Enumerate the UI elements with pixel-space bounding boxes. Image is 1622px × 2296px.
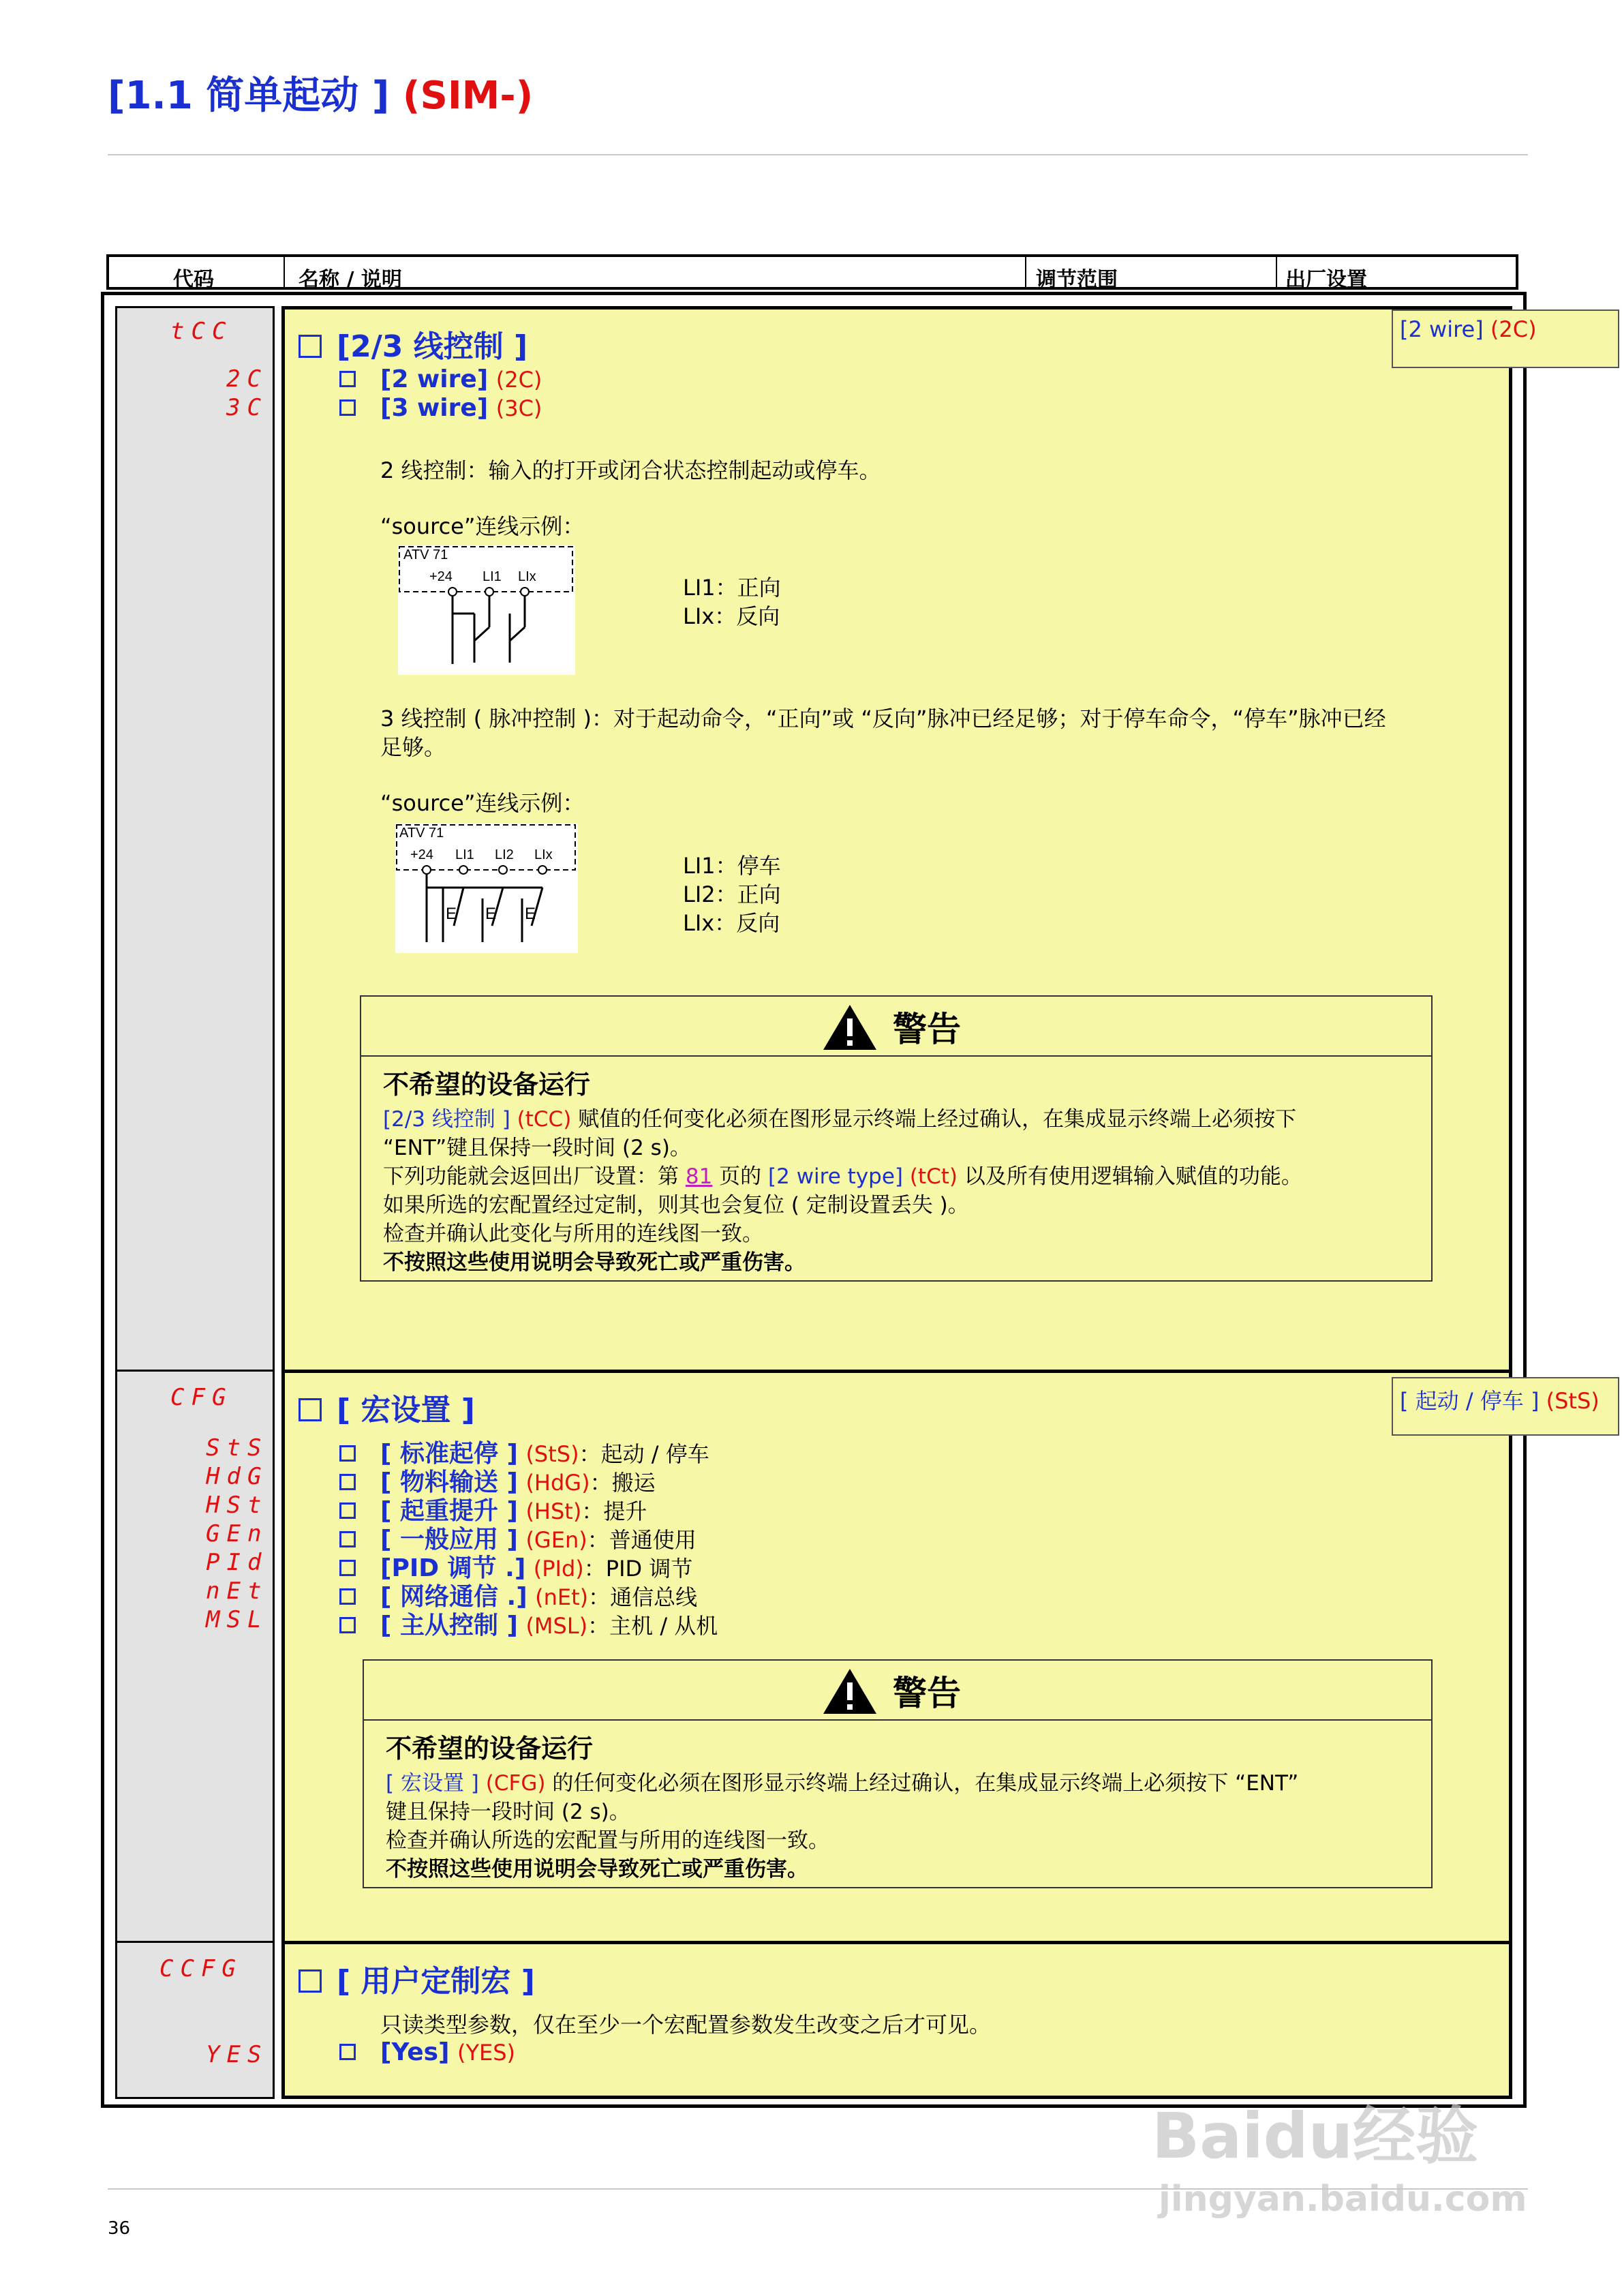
code-yes: YES [206,2041,269,2068]
row-tcc [115,306,1537,1375]
page-title: [1.1 简单起动 ] (SIM-) [108,74,534,118]
warning-subtitle: 不希望的设备运行 [386,1734,594,1764]
top-divider [108,154,1528,155]
code-msl: MSL [206,1606,269,1633]
option-pid[interactable]: [PID 调节 .] (PId)：PID 调节 [339,1549,692,1584]
factory-setting-tcc: [2 wire] (2C) [1392,309,1619,368]
warning-triangle-icon [822,1667,878,1715]
code-column [115,1370,275,1946]
col-code-header: 代码 [173,268,214,292]
checkbox-icon [339,1588,356,1605]
warning-subtitle: 不希望的设备运行 [383,1070,591,1100]
page-link[interactable]: 81 [685,1164,713,1189]
description-column [281,1370,1600,1946]
wiring-diagram-2wire [398,545,575,675]
checkbox-icon [339,1560,356,1576]
checkbox-icon [299,1969,322,1993]
legend2-lix: LIx：反向 [683,910,780,936]
col-name-header: 名称 / 说明 [299,268,402,292]
svg-text:LIx: LIx [534,847,553,862]
warning-line-6: 不按照这些使用说明会导致死亡或严重伤害。 [383,1250,806,1275]
menu-tcc[interactable]: [2/3 线控制 ] [299,322,527,365]
option-net[interactable]: [ 网络通信 .] (nEt)：通信总线 [339,1577,697,1612]
warning-line-5: 检查并确认此变化与所用的连线图一致。 [383,1222,763,1246]
desc-3wire-line2: 足够。 [380,734,446,760]
row-cfg [115,1370,1600,1946]
code-hdg: HdG [206,1463,269,1490]
svg-text:ATV 71: ATV 71 [399,826,444,841]
code-column [115,1941,275,2099]
svg-text:+24: +24 [410,847,433,862]
warning-box-cfg [363,1659,1433,1888]
warning-line-1: [2/3 线控制 ] (tCC) 赋值的任何变化必须在图形显示终端上经过确认，在集成显示终端上必须按下 [383,1107,1297,1132]
svg-text:LI1: LI1 [455,847,474,862]
code-tcc: tCC [170,318,233,345]
warning-title: 警告 [893,1674,961,1713]
svg-text:E: E [485,905,497,923]
code-net: nEt [206,1577,269,1605]
description-column [281,306,1537,1375]
checkbox-icon [339,1531,356,1547]
warning-line-4: 不按照这些使用说明会导致死亡或严重伤害。 [386,1857,808,1882]
code-hst: HSt [206,1492,269,1519]
parameter-table [101,292,1600,2108]
legend2-li1: LI1：停车 [683,853,781,879]
table-header [106,254,1518,290]
checkbox-icon [339,399,356,416]
warning-line-1: [ 宏设置 ] (CFG) 的任何变化必须在图形显示终端上经过确认，在集成显示终端上必须按下 “ENT” [386,1771,1299,1796]
code-gen: GEn [206,1520,269,1547]
legend2-li2: LI2：正向 [683,881,781,907]
option-hdg[interactable]: [ 物料输送 ] (HdG)：搬运 [339,1463,656,1498]
factory-setting-cfg: [ 起动 / 停车 ] (StS) [1392,1377,1619,1436]
checkbox-icon [339,371,356,387]
checkbox-icon [299,335,322,358]
code-pid: PId [206,1549,269,1576]
svg-text:LIx: LIx [518,569,536,584]
code-ccfg: CCFG [159,1955,243,1982]
menu-cfg[interactable]: [ 宏设置 ] [299,1385,475,1429]
legend1-lix: LIx：反向 [683,603,780,629]
option-2c[interactable]: [2 wire] (2C) [339,365,542,393]
source-label-1: “source”连线示例： [380,513,585,539]
warning-line-2: “ENT”键且保持一段时间 (2 s)。 [383,1136,691,1160]
page-number: 36 [108,2218,131,2239]
col-factory-header: 出厂设置 [1285,268,1367,292]
code-2c: 2C [226,365,268,393]
legend1-li1: LI1：正向 [683,575,781,601]
option-gen[interactable]: [ 一般应用 ] (GEn)：普通使用 [339,1520,697,1555]
desc-3wire-line1: 3 线控制 ( 脉冲控制 )：对于起动命令，“正向”或 “反向”脉冲已经足够；对于停车命令，“停车”脉冲已经 [380,706,1386,731]
option-hst[interactable]: [ 起重提升 ] (HSt)：提升 [339,1492,647,1526]
svg-text:ATV 71: ATV 71 [403,547,448,562]
warning-line-3: 下列功能就会返回出厂设置：第 81 页的 [2 wire type] (tCt) 以及所有使用逻辑输入赋值的功能。 [383,1164,1302,1189]
warning-title: 警告 [893,1010,961,1049]
option-sts[interactable]: [ 标准起停 ] (StS)：起动 / 停车 [339,1434,709,1469]
code-3c: 3C [226,394,268,421]
watermark-logo: Baidu经验 [1152,2100,1479,2173]
checkbox-icon [339,1445,356,1462]
row-ccfg [115,1941,1512,2099]
svg-text:E: E [446,905,457,923]
col-range-header: 调节范围 [1036,268,1118,292]
code-cfg: CFG [170,1384,233,1411]
option-3c[interactable]: [3 wire] (3C) [339,394,542,422]
warning-triangle-icon [822,1003,878,1051]
watermark-url: jingyan.baidu.com [1159,2179,1527,2220]
checkbox-icon [339,1617,356,1633]
svg-text:+24: +24 [429,569,453,584]
warning-line-4: 如果所选的宏配置经过定制，则其也会复位 ( 定制设置丢失 )。 [383,1193,969,1218]
warning-line-3: 检查并确认所选的宏配置与所用的连线图一致。 [386,1828,829,1853]
checkbox-icon [299,1398,322,1421]
menu-ccfg[interactable]: [ 用户定制宏 ] [299,1957,535,2000]
description-column [281,1941,1512,2099]
ccfg-description: 只读类型参数，仅在至少一个宏配置参数发生改变之后才可见。 [380,2012,992,2038]
warning-line-2: 键且保持一段时间 (2 s)。 [386,1800,630,1824]
svg-text:E: E [525,905,536,923]
checkbox-icon [339,2044,356,2060]
checkbox-icon [339,1474,356,1490]
warning-box-tcc [360,995,1433,1282]
code-sts: StS [206,1434,269,1462]
option-msl[interactable]: [ 主从控制 ] (MSL)：主机 / 从机 [339,1606,718,1641]
svg-text:LI2: LI2 [495,847,514,862]
checkbox-icon [339,1502,356,1519]
wiring-diagram-3wire [395,824,578,953]
option-yes[interactable]: [Yes] (YES) [339,2038,515,2066]
desc-2wire: 2 线控制：输入的打开或闭合状态控制起动或停车。 [380,457,881,483]
code-column [115,306,275,1375]
svg-text:LI1: LI1 [483,569,502,584]
source-label-2: “source”连线示例： [380,790,585,816]
